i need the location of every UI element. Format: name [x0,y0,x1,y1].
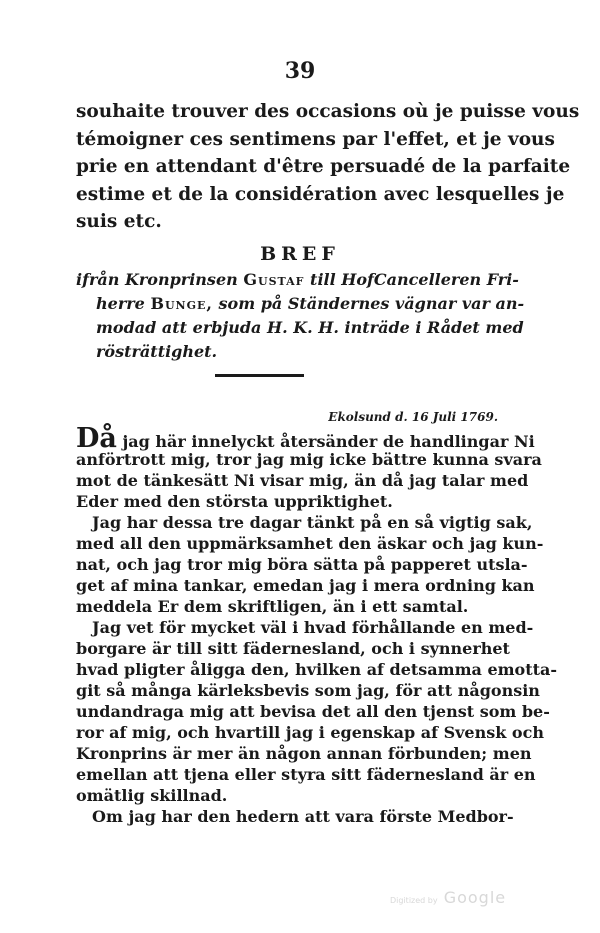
page-number: 39 [284,58,316,84]
letter-line: ror af mig, och hvartill jag i egenskap af Svensk och [76,723,544,742]
letter-line: anförtrott mig, tror jag mig icke bättre kunna svara [76,450,542,469]
text-line: témoigner ces sentimens par l'effet, et je vous [76,128,555,150]
letter-line: Jag har dessa tre dagar tänkt på en så vigtig sak, [92,513,533,532]
drop-cap: Då [76,423,117,454]
intro-line: rösträttighet. [96,342,218,361]
intro-line [76,292,525,316]
intro-text: ifrån Kronprinsen [76,270,238,289]
letter-line: med all den uppmärksamhet den äskar och jag kun- [76,534,544,553]
dateline: Ekolsund d. 16 Juli 1769. [328,410,498,424]
text-line: suis etc. [76,211,162,232]
letter-line: Om jag har den hedern att vara förste Medbor- [92,807,514,826]
letter-introduction [76,268,525,364]
letter-line: meddela Er dem skriftligen, än i ett samtal. [76,597,469,616]
letter-line: borgare är till sitt fädernesland, och i synnerhet [76,639,510,658]
letter-line: git så många kärleksbevis som jag, för att någonsin [76,681,540,700]
letter-text: jag här innelyckt återsänder de handlingar Ni [122,432,535,451]
letter-line: Kronprins är mer än någon annan förbunden; men [76,744,532,763]
watermark-brand: Google [443,888,507,907]
french-paragraph [76,98,580,236]
watermark-prefix: Digitized by [390,896,438,905]
letter-line: omätlig skillnad. [76,786,228,805]
digitization-watermark [390,888,506,907]
horizontal-rule [215,374,304,377]
letter-line: emellan att tjena eller styra sitt fädernesland är en [76,765,536,784]
letter-line: hvad pligter åligga den, hvilken af detsamma emotta- [76,660,558,679]
recipient-name: Bunge, [150,294,213,313]
letter-line: Jag vet för mycket väl i hvad förhållande en med- [92,618,534,637]
letter-line: mot de tänkesätt Ni visar mig, än då jag talar med [76,471,529,490]
letter-line: nat, och jag tror mig böra sätta på papperet utsla- [76,555,528,574]
intro-text: herre [96,294,145,313]
letter-line: Eder med den största uppriktighet. [76,492,393,511]
intro-line: modad att erbjuda H. K. H. inträde i Rådet med [96,318,524,337]
intro-line [76,268,519,292]
sender-name: Gustaf [243,270,305,289]
letter-line: get af mina tankar, emedan jag i mera ordning kan [76,576,535,595]
letter-first-line [76,423,535,454]
letter-body [76,423,558,827]
text-line: souhaite trouver des occasions où je puisse vous [76,101,580,122]
letter-line: undandraga mig att bevisa det all den tjenst som be- [76,702,550,721]
text-line: prie en attendant d'être persuadé de la parfaite [76,156,571,177]
intro-text: till HofCancelleren Fri- [310,270,519,289]
section-heading: BREF [260,243,340,265]
text-line: estime et de la considération avec lesquelles je [76,183,565,205]
intro-text: som på Ständernes vägnar var an- [218,294,525,313]
